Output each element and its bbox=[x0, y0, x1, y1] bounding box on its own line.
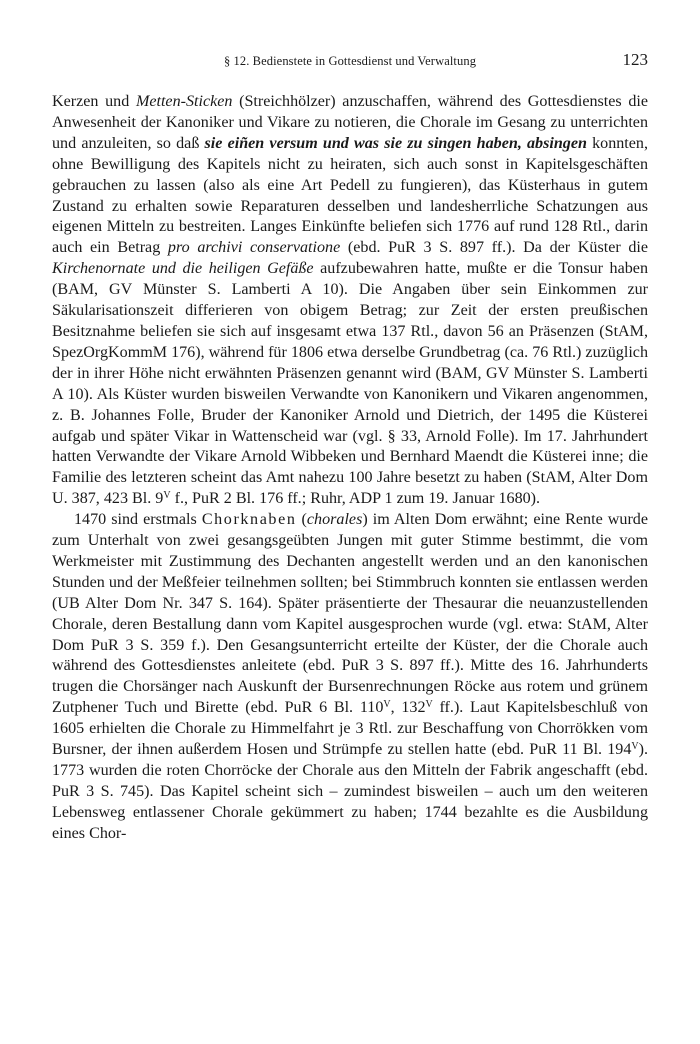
verso-superscript: V bbox=[631, 741, 639, 753]
text-run: ff.). Laut Kapitelsbeschluß von 1605 erhielten die Chorale zu Himmelfahrt je 3 Rtl. zur Beschaffung von Chorrökken vom Bursner, der ihnen außerdem Hosen und Strümpfe zu stellen hatte (ebd. PuR 11 Bl. 194 bbox=[52, 699, 649, 759]
text-run: Kerzen und bbox=[52, 93, 136, 110]
running-head bbox=[52, 50, 648, 74]
text-run: 1470 sind erstmals bbox=[74, 511, 202, 529]
verso-superscript: V bbox=[163, 490, 171, 502]
paragraph bbox=[52, 510, 648, 845]
text-run: (Streichhölzer) anzuschaffen, während des Gottesdienstes die Anwesenheit der Kanoniker und Vikare zu notieren, die Chorale im Gesang zu unterrichten und anzuleiten, so daß bbox=[52, 93, 648, 152]
quoted-phrase: sie eiñen versum und was sie zu singen haben, absingen bbox=[204, 134, 587, 152]
page-number: 123 bbox=[622, 50, 648, 69]
text-run: ). 1773 wurden die roten Chorröcke der Chorale aus den Mitteln der Fabrik angeschafft (ebd. PuR 3 S. 745). Das Kapitel scheint sich – zumindest bisweilen – auch um den weiteren Lebensweg entlassener Chorale gekümmert zu haben; 1744 bezahlte es die Ausbildung eines Chor- bbox=[52, 741, 648, 842]
text-run: aufzubewahren hatte, mußte er die Tonsur haben (BAM, GV Münster S. Lamberti A 10). Die Angaben über sein Einkommen zur Säkularisationszeit differieren von obigem Betrag; zur Zeit der ersten preußischen Besitznahme beliefen sie sich auf insgesamt etwa 137 Rtl., davon 56 an Präsenzen (StAM, SpezOrgKommM 176), während für 1806 etwa derselbe Grundbetrag (ca. 76 Rtl.) zuzüglich der in ihrer Höhe nicht erwähnten Präsenzen genannt wird (BAM, GV Münster S. Lamberti A 10). Als Küster wurden bisweilen Verwandte von Kanonikern und Vikaren angenommen, z. B. Johannes Folle, Bruder der Kanoniker Arnold und Dietrich, der 1495 die Küsterei aufgab und später Vikar in Wattenscheid war (vgl. § 33, Arnold Folle). Im 17. Jahrhundert hatten Verwandte der Vikare Arnold Wibbeken und Bernhard Maendt die Küsterei inne; die Familie des letzteren scheint das Amt nahezu 100 Jahre besetzt zu haben (StAM, Alter Dom U. 387, 423 Bl. 9 bbox=[52, 260, 648, 508]
italic-phrase: chorales bbox=[306, 511, 363, 529]
text-run: (ebd. PuR 3 S. 897 ff.). Da der Küster die bbox=[340, 239, 649, 257]
verso-superscript: V bbox=[383, 699, 391, 711]
text-run: f., PuR 2 Bl. 176 ff.; Ruhr, ADP 1 zum 19. Januar 1680). bbox=[170, 490, 541, 508]
body-text bbox=[52, 92, 648, 845]
italic-phrase: pro archivi conservatione bbox=[167, 239, 341, 257]
running-title: § 12. Bedienstete in Gottesdienst und Verwaltung bbox=[223, 54, 477, 68]
paragraph bbox=[52, 92, 648, 510]
verso-superscript: V bbox=[425, 699, 433, 711]
text-run: ) im Alten Dom erwähnt; eine Rente wurde zum Unterhalt von zwei gesangsgeübten Jungen mit guter Stimme bestimmt, die vom Werkmeister mit Zustimmung des Dechanten angestellt werden und an den kanonischen Stunden und der Meßfeier teilnehmen sollten; bei Stimmbruch konnten sie entlassen werden (UB Alter Dom Nr. 347 S. 164). Später präsentierte der Thesaurar die neuanzustellenden Chorale, deren Bestallung dann vom Kapitel ausgesprochen wurde (vgl. etwa: StAM, Alter Dom PuR 3 S. 359 f.). Den Gesangsunterricht erteilte der Küster, der die Chorale auch während des Gottesdienstes anleitete (ebd. PuR 3 S. 897 ff.). Mitte des 16. Jahrhunderts trugen die Chorsänger nach Auskunft der Bursenrechnungen Röcke aus rotem und grünem Zutphener Tuch und Birette (ebd. PuR 6 Bl. 110 bbox=[52, 511, 648, 717]
italic-phrase: Metten-Sticken bbox=[135, 93, 233, 110]
text-run: , 132 bbox=[390, 699, 426, 717]
text-run: ( bbox=[296, 511, 307, 529]
text-run: konnten, ohne Bewilligung des Kapitels nicht zu heiraten, sich auch sonst in Kapitelsgeschäften gebrauchen zu lassen (also als eine Art Pedell zu fungieren), das Küsterhaus in gutem Zustand zu erhalten sowie Reparaturen desselben und landesherrliche Schatzungen aus eigenen Mitteln zu bestreiten. Langes Einkünfte beliefen sich 1776 auf rund 128 Rtl., darin auch ein Betrag bbox=[52, 134, 648, 257]
spaced-term: Chorknaben bbox=[201, 511, 297, 529]
italic-phrase: Kirchenornate und die heiligen Gefäße bbox=[52, 260, 314, 278]
